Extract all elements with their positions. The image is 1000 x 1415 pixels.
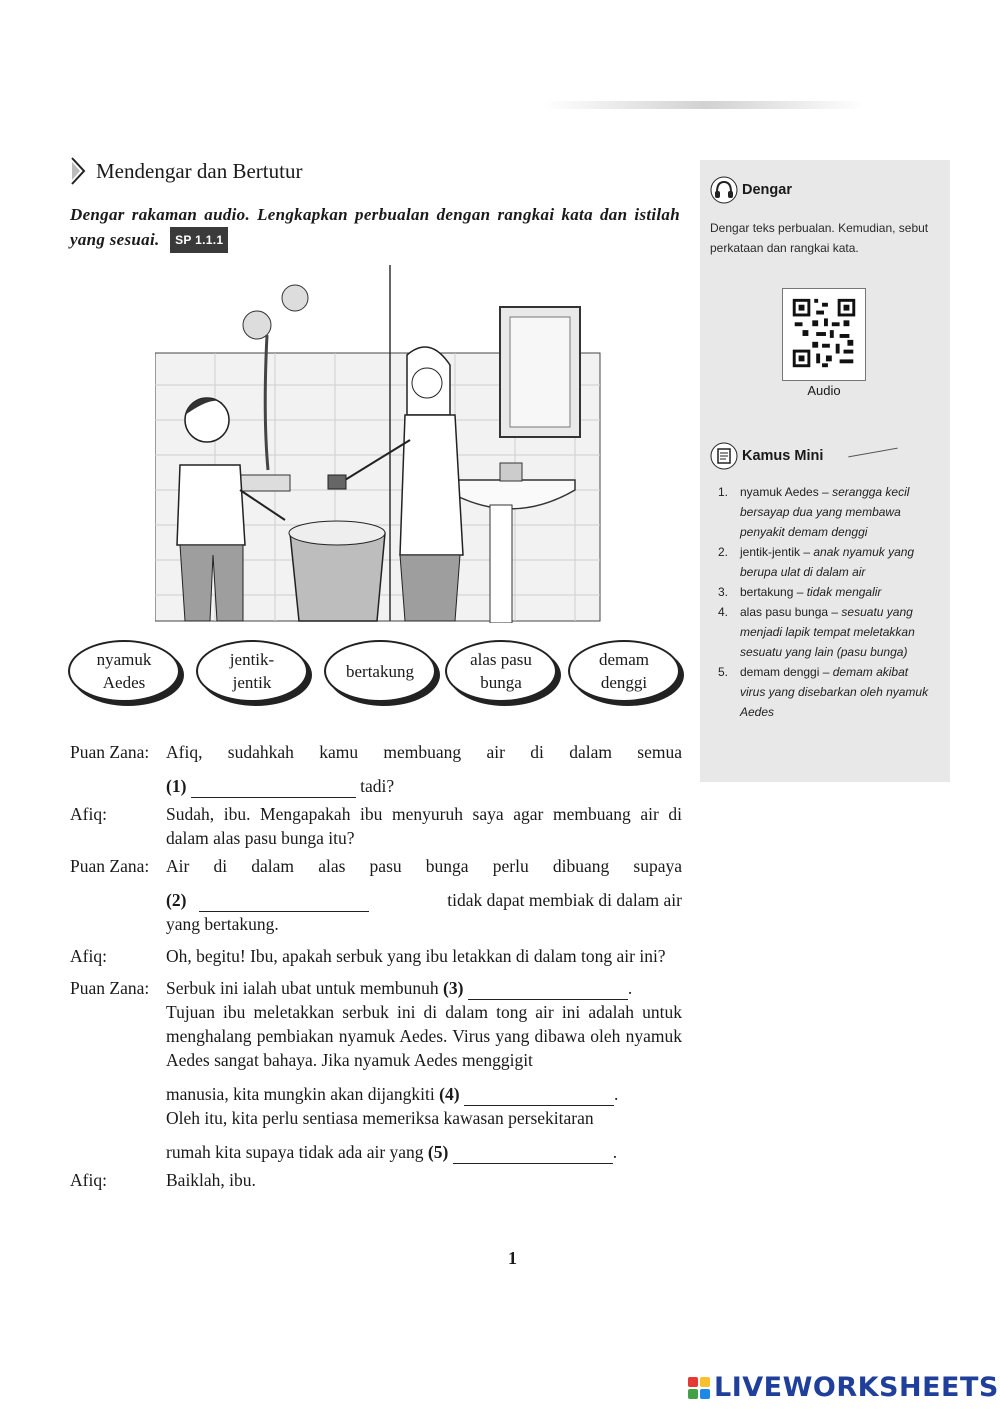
kamus-item: 5. demam denggi – demam akibat virus yang disebarkan oleh nyamuk Aedes [718,665,929,719]
speaker-name: Puan Zana: [70,856,150,876]
dialog [70,740,682,1192]
answer-input-5[interactable] [453,1144,613,1164]
speech-line: Afiq, sudahkah kamu membuang air di dalam semua [166,742,682,762]
kamus-title: Kamus Mini [742,448,824,464]
speech-line: Tujuan ibu meletakkan serbuk ini di dalam tong air ini adalah untuk menghalang pembiakan nyamuk Aedes. Virus yang dibawa oleh nyamuk Aedes sangat bahaya. Jika nyamuk Aedes menggigit [166,1002,682,1070]
answer-input-2[interactable] [199,892,369,912]
dengar-text: Dengar teks perbualan. Kemudian, sebut perkataan dan rangkai kata. [710,221,929,255]
section-title [70,156,302,186]
kamus-item: 1. nyamuk Aedes – serangga kecil bersayap dua yang membawa penyakit demam denggi [718,485,910,539]
dialog-turn: Puan Zana: Serbuk ini ialah ubat untuk membunuh (3) . Tujuan ibu meletakkan serbuk ini di dalam tong air ini adalah untuk menghalang pembiakan nyamuk Aedes. Virus yang dibawa oleh nyamuk Aedes sangat bahaya. Jika nyamuk Aedes menggigit manusia, kita mungkin akan dijangkiti (4) . Oleh itu, kita perlu sentiasa memeriksa kawasan persekitaran rumah kita supaya tidak ada air yang (5) . [70,978,682,1162]
divider [848,448,897,458]
liveworksheets-logo[interactable] [688,1372,999,1403]
qr-code[interactable] [782,288,866,381]
audio-label: Audio [807,383,841,398]
kamus-list [718,482,933,722]
dialog-turn [70,944,682,968]
kamus-item: 4. alas pasu bunga – sesuatu yang menjadi lapik tempat meletakkan sesuatu yang lain (pasu bunga) [718,605,915,659]
speaker-name: Afiq: [70,1170,107,1190]
dengar-title: Dengar [742,182,792,198]
speaker-name: Puan Zana: [70,742,150,762]
word-bank-item: demam denggi [568,640,680,702]
logo-icon [688,1377,710,1399]
dialog-turn [70,802,682,850]
word-bank-item: alas pasu bunga [445,640,557,702]
word-bank-item: nyamuk Aedes [68,640,180,702]
speaker-name: Puan Zana: [70,978,150,998]
kamus-item: 3. bertakung – tidak mengalir [718,585,882,599]
chevron-right-icon [70,156,88,186]
dialog-turn: Puan Zana: Afiq, sudahkah kamu membuang air di dalam semua (1) tadi? [70,742,682,796]
dengar-header [710,176,792,204]
brand-text: LIVEWORKSHEETS [714,1372,999,1403]
instruction-text: Dengar rakaman audio. Lengkapkan perbualan dengan rangkai kata dan istilah yang sesuai. [70,205,680,249]
word-bank [68,640,688,710]
kamus-header [710,442,823,470]
speech-line: Oleh itu, kita perlu sentiasa memeriksa kawasan persekitaran [166,1108,594,1128]
speech-line: Oh, begitu! Ibu, apakah serbuk yang ibu letakkan di dalam tong air ini? [166,946,666,966]
sp-badge: SP 1.1.1 [170,227,228,253]
kamus-item: 2. jentik-jentik – anak nyamuk yang berupa ulat di dalam air [718,545,915,579]
speech-line: Air di dalam alas pasu bunga perlu dibuang supaya [166,856,682,876]
dialog-turn: Puan Zana: Air di dalam alas pasu bunga perlu dibuang supaya (2) tidak dapat membiak di dalam air yang bertakung. [70,856,682,934]
speech-line: yang bertakung. [166,914,279,934]
bathroom-illustration [155,265,605,623]
answer-input-1[interactable] [191,778,356,798]
answer-input-4[interactable] [464,1086,614,1106]
speaker-name: Afiq: [70,946,107,966]
dictionary-icon [710,442,738,470]
headphone-icon [710,176,738,204]
answer-input-3[interactable] [468,980,628,1000]
instruction [70,203,680,253]
speech-line: Baiklah, ibu. [166,1170,256,1190]
dialog-turn [70,1168,682,1192]
word-bank-item: bertakung [324,640,436,702]
word-bank-item: jentik- jentik [196,640,308,702]
speaker-name: Afiq: [70,804,107,824]
section-title-text: Mendengar dan Bertutur [96,158,303,183]
scan-smudge [545,101,865,109]
speech-line: Sudah, ibu. Mengapakah ibu menyuruh saya agar membuang air di dalam alas pasu bunga itu? [166,804,682,848]
sidebar [700,160,950,782]
page-number: 1 [508,1248,517,1268]
